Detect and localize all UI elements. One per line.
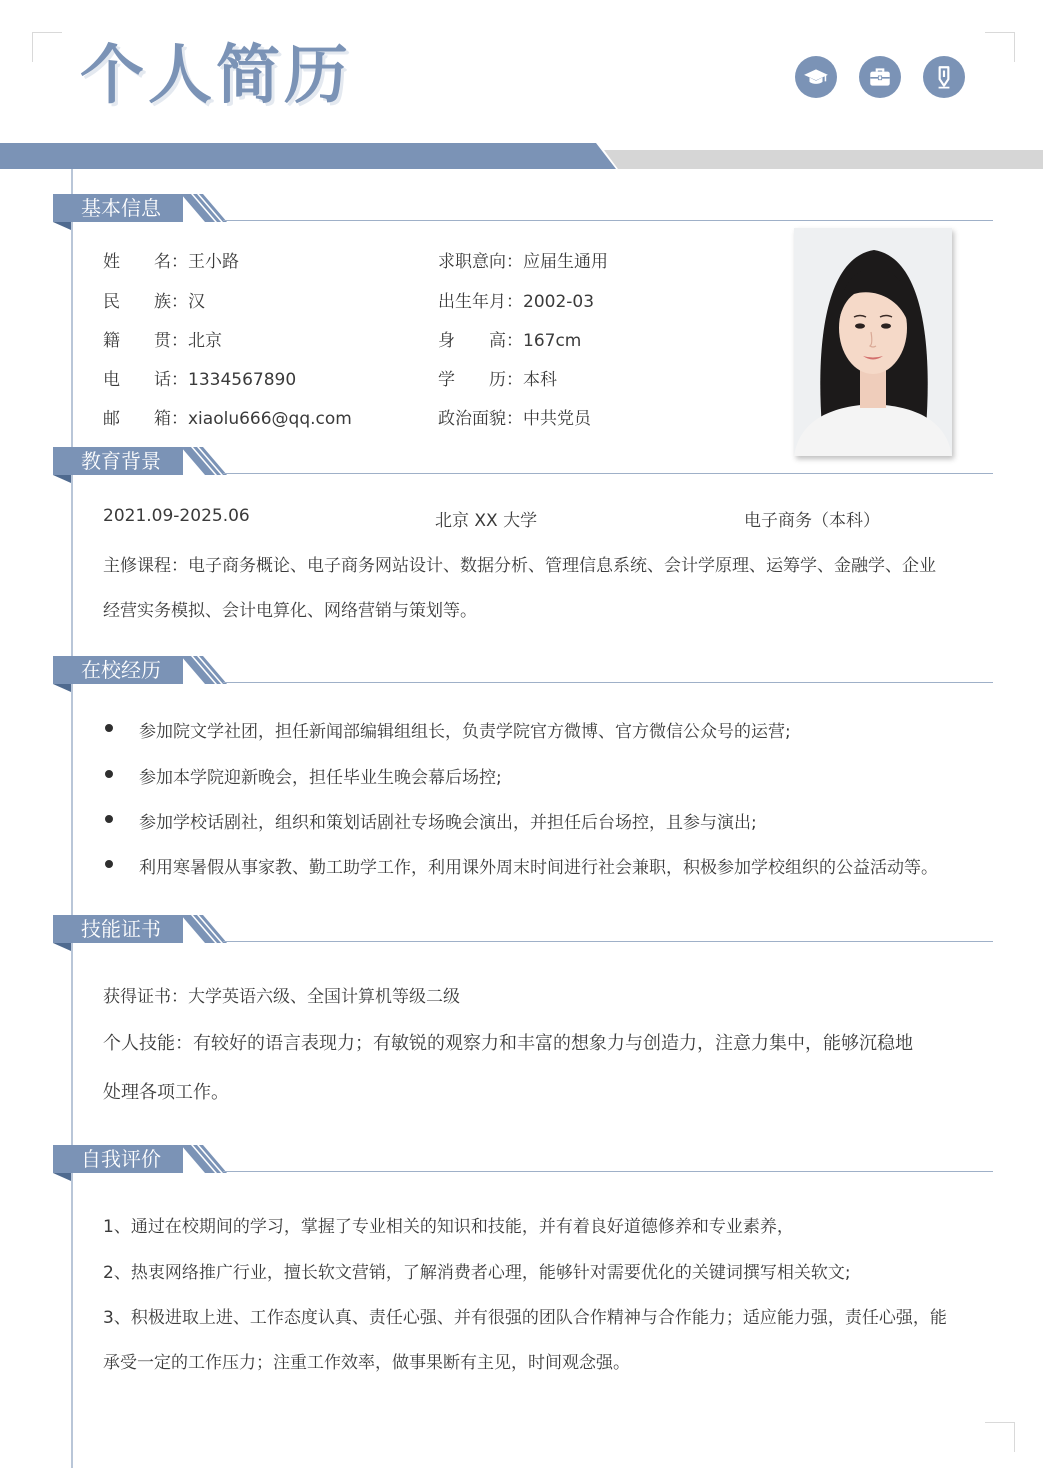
politics-row (438, 404, 591, 429)
section-title: 在校经历 (53, 656, 183, 684)
section-rule (223, 220, 993, 221)
name-row (103, 247, 239, 272)
phone-label: 电 话： (103, 370, 188, 390)
degree-label: 学 历： (438, 370, 523, 390)
self-item: 3、积极进取上进、工作态度认真、责任心强、并有很强的团队合作精神与合作能力；适应能力强，责任心强，能 (103, 1308, 947, 1328)
intent-label: 求职意向： (438, 252, 523, 272)
section-title: 技能证书 (53, 915, 183, 943)
phone-row (103, 365, 296, 390)
section-rule (223, 473, 993, 474)
skills-ability-line1: 个人技能：有较好的语言表现力；有敏锐的观察力和丰富的想象力与创造力，注意力集中，能够沉稳地 (103, 1033, 913, 1054)
section-header-education (53, 447, 993, 487)
education-period: 2021.09-2025.06 (103, 506, 250, 526)
politics-label: 政治面貌： (438, 409, 523, 429)
section-rule (223, 682, 993, 683)
bullet-dot (105, 770, 113, 778)
page-title: 个人简历 (80, 39, 352, 113)
section-stripes (181, 447, 231, 475)
section-stripes (181, 915, 231, 943)
campus-item: 利用寒暑假从事家教、勤工助学工作，利用课外周末时间进行社会兼职，积极参加学校组织的公益活动等。 (139, 858, 938, 878)
profile-photo (794, 228, 952, 456)
birth-value: 2002-03 (523, 292, 595, 312)
section-tab-fold (53, 943, 71, 951)
section-tab-fold (53, 222, 71, 230)
education-major: 电子商务（本科） (744, 511, 880, 531)
email-value: xiaolu666@qq.com (188, 409, 352, 429)
section-stripes (181, 1145, 231, 1173)
email-row (103, 404, 352, 429)
phone-value: 1334567890 (188, 370, 297, 390)
ethnic-value: 汉 (188, 292, 205, 312)
name-value: 王小路 (188, 252, 239, 272)
self-item: 2、热衷网络推广行业，擅长软文营销，了解消费者心理，能够针对需要优化的关键词撰写相关软文; (103, 1263, 851, 1283)
height-value: 167cm (523, 331, 582, 351)
section-rule (223, 941, 993, 942)
bullet-dot (105, 815, 113, 823)
corner-mark-top-left (32, 32, 62, 62)
briefcase-icon (859, 56, 901, 98)
politics-value: 中共党员 (523, 409, 591, 429)
name-label: 姓 名： (103, 252, 188, 272)
bullet-dot (105, 724, 113, 732)
graduation-cap-icon (795, 56, 837, 98)
origin-row (103, 326, 222, 351)
corner-mark-bottom-right (985, 1422, 1015, 1452)
header-band-blue (0, 143, 616, 169)
self-item: 1、通过在校期间的学习，掌握了专业相关的知识和技能，并有着良好道德修养和专业素养， (103, 1217, 794, 1237)
height-row (438, 326, 581, 351)
section-title: 教育背景 (53, 447, 183, 475)
section-title: 自我评价 (53, 1145, 183, 1173)
education-school: 北京 XX 大学 (435, 511, 538, 531)
ethnic-row (103, 287, 205, 312)
campus-item: 参加院文学社团，担任新闻部编辑组组长，负责学院官方微博、官方微信公众号的运营; (139, 722, 791, 742)
section-stripes (181, 194, 231, 222)
timeline-line (71, 169, 73, 1468)
section-header-self (53, 1145, 993, 1185)
degree-value: 本科 (523, 370, 557, 390)
section-header-skills (53, 915, 993, 955)
self-item: 承受一定的工作压力；注重工作效率，做事果断有主见，时间观念强。 (103, 1353, 630, 1373)
skills-cert: 获得证书：大学英语六级、全国计算机等级二级 (103, 987, 460, 1007)
header-band-grey (604, 150, 1043, 169)
section-tab-fold (53, 684, 71, 692)
campus-item: 参加本学院迎新晚会，担任毕业生晚会幕后场控; (139, 768, 502, 788)
birth-label: 出生年月： (438, 292, 523, 312)
section-tab-fold (53, 475, 71, 483)
section-tab-fold (53, 1173, 71, 1181)
intent-row (438, 247, 608, 272)
email-label: 邮 箱： (103, 409, 188, 429)
skills-ability-line2: 处理各项工作。 (103, 1082, 229, 1103)
corner-mark-top-right (985, 32, 1015, 62)
height-label: 身 高： (438, 331, 523, 351)
header-icons (795, 56, 965, 98)
section-header-campus (53, 656, 993, 696)
section-stripes (181, 656, 231, 684)
intent-value: 应届生通用 (523, 252, 608, 272)
section-rule (223, 1171, 993, 1172)
section-title: 基本信息 (53, 194, 183, 222)
ethnic-label: 民 族： (103, 292, 188, 312)
campus-item: 参加学校话剧社，组织和策划话剧社专场晚会演出，并担任后台场控，且参与演出; (139, 813, 757, 833)
bullet-dot (105, 860, 113, 868)
degree-row (438, 365, 557, 390)
education-courses-line2: 经营实务模拟、会计电算化、网络营销与策划等。 (103, 601, 477, 621)
pen-icon (923, 56, 965, 98)
education-courses-line1: 主修课程：电子商务概论、电子商务网站设计、数据分析、管理信息系统、会计学原理、运筹学、金融学、企业 (103, 556, 936, 576)
origin-label: 籍 贯： (103, 331, 188, 351)
origin-value: 北京 (188, 331, 222, 351)
birth-row (438, 287, 594, 312)
